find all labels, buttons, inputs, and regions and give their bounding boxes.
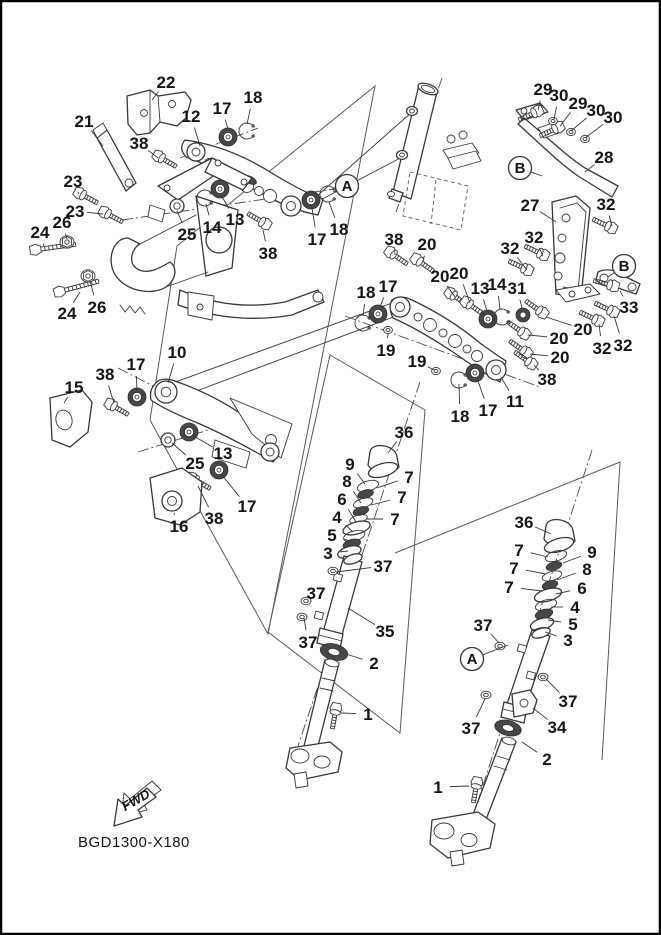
callout-label-10: 10 (167, 343, 187, 362)
leader-line (533, 708, 548, 720)
callout-label-30: 30 (603, 108, 623, 127)
leader-line (501, 377, 509, 391)
callout-label-32: 32 (596, 195, 616, 214)
callout-label-3: 3 (323, 544, 333, 563)
callout-label-14: 14 (487, 275, 507, 294)
leader-line (363, 304, 365, 316)
leader-line (620, 291, 623, 297)
callout-label-36: 36 (394, 423, 414, 442)
callout-label-11: 11 (506, 392, 524, 411)
leader-line (522, 742, 537, 752)
callout-label-7: 7 (397, 488, 407, 507)
leader-line (136, 376, 137, 393)
callout-label-4: 4 (332, 508, 342, 527)
frame-head-tube (388, 81, 482, 230)
leader-line (491, 634, 499, 643)
callout-label-8: 8 (582, 560, 592, 579)
callout-label-17: 17 (378, 277, 398, 296)
leader-line (263, 230, 265, 241)
leader-line (554, 107, 557, 119)
callout-label-28: 28 (594, 148, 614, 167)
leader-line (43, 244, 44, 246)
leader-line (377, 481, 398, 488)
callout-label-5: 5 (568, 615, 578, 634)
leader-line (476, 699, 485, 717)
leader-line (614, 316, 619, 334)
callout-label-7: 7 (404, 468, 414, 487)
leader-line (483, 299, 487, 311)
callout-label-31: 31 (507, 279, 527, 298)
leader-line (341, 713, 356, 714)
callout-label-17: 17 (307, 230, 327, 249)
callout-label-13: 13 (470, 279, 490, 298)
leader-line (172, 443, 186, 455)
callout-label-24: 24 (30, 223, 50, 242)
right-fork-assembly (430, 520, 578, 866)
callout-label-37: 37 (306, 584, 326, 603)
callout-label-13: 13 (213, 444, 233, 463)
callout-label-2: 2 (542, 750, 552, 769)
callout-label-18: 18 (329, 220, 349, 239)
callout-label-4: 4 (570, 598, 580, 617)
callout-label-25: 25 (185, 454, 205, 473)
leader-line (498, 296, 500, 309)
left-fork-bottom-bracket (286, 742, 342, 788)
leader-line (73, 292, 80, 303)
callout-label-37: 37 (373, 557, 393, 576)
callout-label-32: 32 (500, 239, 520, 258)
callout-label-20: 20 (449, 264, 469, 283)
leader-line (563, 556, 581, 563)
callout-label-21: 21 (74, 112, 94, 131)
leader-line (357, 474, 365, 484)
leader-line (192, 435, 213, 447)
callout-label-17: 17 (237, 497, 257, 516)
leader-line (225, 120, 228, 129)
callout-label-26: 26 (87, 298, 107, 317)
callout-label-17: 17 (212, 99, 232, 118)
callout-label-37: 37 (298, 633, 318, 652)
leader-line (222, 475, 239, 497)
bracket-27 (552, 196, 600, 302)
right-fork-bottom-bracket (430, 812, 495, 866)
cover-15 (50, 390, 92, 447)
callout-label-35: 35 (375, 622, 395, 641)
callout-label-17: 17 (126, 355, 146, 374)
callout-label-32: 32 (613, 336, 633, 355)
leader-line (521, 588, 542, 591)
callout-label-7: 7 (390, 510, 400, 529)
leader-line (346, 654, 363, 659)
callout-label-33: 33 (619, 298, 639, 317)
callout-label-20: 20 (549, 329, 569, 348)
callout-label-13: 13 (225, 210, 245, 229)
letter-marker-B: B (514, 160, 526, 177)
callout-label-23: 23 (65, 202, 85, 221)
callout-label-15: 15 (64, 378, 84, 397)
letter-marker-B: B (618, 258, 630, 275)
callout-label-3: 3 (563, 631, 573, 650)
callout-label-24: 24 (57, 304, 77, 323)
callout-label-38: 38 (537, 370, 557, 389)
callout-label-9: 9 (345, 455, 355, 474)
callout-label-9: 9 (587, 543, 597, 562)
leader-line (477, 378, 484, 399)
callout-label-29: 29 (533, 80, 553, 99)
callout-label-18: 18 (243, 88, 263, 107)
leader-line (329, 202, 335, 218)
leader-line (571, 118, 587, 131)
letter-marker-A: A (466, 651, 478, 668)
leader-line (387, 334, 388, 338)
callout-label-2: 2 (369, 654, 379, 673)
callout-label-22: 22 (156, 73, 176, 92)
callout-label-6: 6 (337, 490, 347, 509)
leader-line (531, 553, 548, 557)
callout-label-30: 30 (549, 86, 569, 105)
callout-label-32: 32 (524, 228, 544, 247)
callout-label-18: 18 (356, 283, 376, 302)
fwd-arrow (114, 781, 161, 826)
callout-label-7: 7 (509, 559, 519, 578)
callout-label-37: 37 (473, 616, 493, 635)
leader-line (348, 608, 375, 625)
callout-label-8: 8 (342, 472, 352, 491)
callout-label-20: 20 (550, 348, 570, 367)
leader-line (585, 124, 603, 138)
callout-label-20: 20 (573, 320, 593, 339)
callout-label-7: 7 (514, 541, 524, 560)
callout-label-5: 5 (327, 526, 337, 545)
callout-label-20: 20 (430, 267, 450, 286)
callout-label-1: 1 (433, 778, 443, 797)
callout-label-1: 1 (363, 705, 373, 724)
fwd-arrow-label: FWD (119, 786, 153, 815)
leader-line (526, 570, 546, 574)
callout-label-36: 36 (514, 513, 534, 532)
leader-line (450, 786, 469, 787)
callout-label-26: 26 (52, 213, 72, 232)
callout-label-29: 29 (568, 94, 588, 113)
callout-label-18: 18 (450, 407, 470, 426)
clamp-34 (512, 690, 537, 717)
callout-label-23: 23 (63, 172, 83, 191)
leader-line (528, 335, 547, 337)
leader-line (546, 317, 572, 325)
callout-label-14: 14 (202, 218, 222, 237)
callout-label-37: 37 (558, 692, 578, 711)
leader-line (560, 112, 571, 126)
callout-label-27: 27 (520, 196, 540, 215)
callout-label-38: 38 (258, 244, 278, 263)
leader-line (371, 500, 390, 505)
lower-arm-10 (103, 379, 292, 494)
leader-line (546, 679, 560, 693)
callout-label-38: 38 (204, 509, 224, 528)
callout-label-7: 7 (504, 578, 514, 597)
callout-label-6: 6 (577, 579, 587, 598)
callout-label-19: 19 (407, 352, 427, 371)
callout-label-16: 16 (169, 517, 189, 536)
callout-label-17: 17 (478, 401, 498, 420)
part-code: BGD1300-X180 (78, 834, 190, 851)
leader-line (459, 384, 460, 404)
callout-label-38: 38 (129, 134, 149, 153)
letter-marker-A: A (341, 178, 353, 195)
callout-label-19: 19 (376, 341, 396, 360)
leader-line (531, 172, 542, 176)
callout-label-32: 32 (592, 339, 612, 358)
callout-label-38: 38 (384, 230, 404, 249)
callout-label-12: 12 (181, 107, 201, 126)
leader-line (530, 354, 548, 356)
callout-label-30: 30 (586, 101, 606, 120)
callout-label-25: 25 (177, 225, 197, 244)
leader-line (520, 300, 522, 308)
callout-label-37: 37 (461, 719, 481, 738)
callout-label-34: 34 (547, 718, 567, 737)
callout-label-20: 20 (417, 235, 437, 254)
leader-line (247, 109, 250, 124)
callout-label-38: 38 (95, 365, 115, 384)
